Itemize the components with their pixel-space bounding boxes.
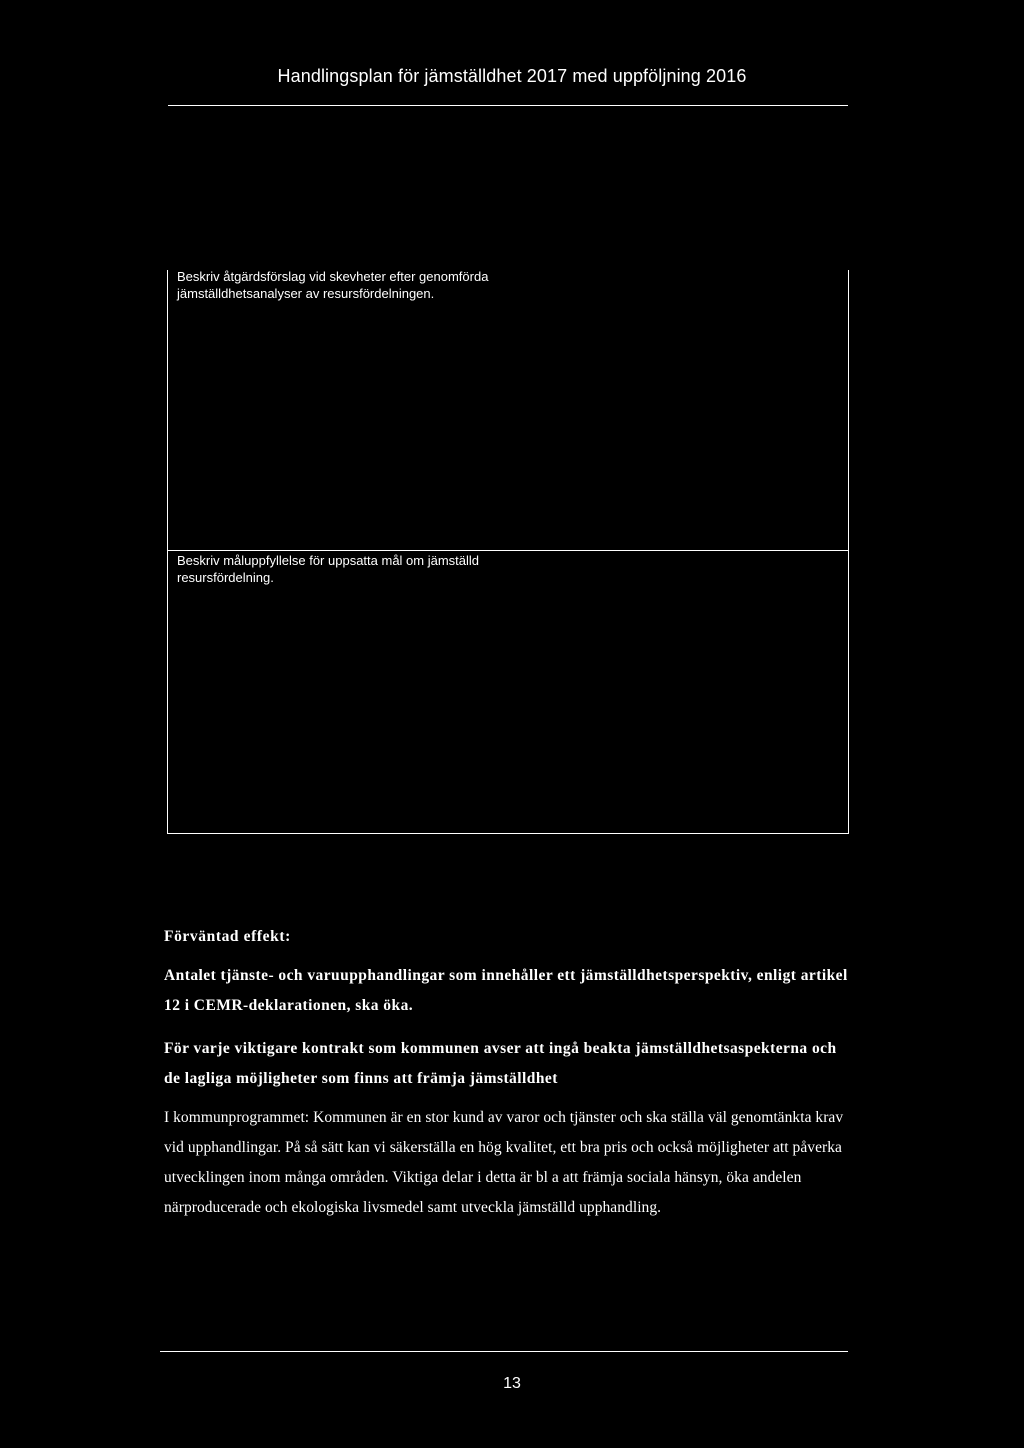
form-box-divider bbox=[168, 550, 848, 551]
paragraph-municipal-program: I kommunprogrammet: Kommunen är en stor kund av varor och tjänster och ska ställa väl genomtänkta krav vid upphandlingar. På så sätt kan vi säkerställa en hög kvalitet, ett bra pris och också möjligheter att påverka utvecklingen inom många områden. Viktiga delar i detta är bl a att främja sociala hänsyn, öka andelen närproducerade och ekologiska livsmedel samt utveckla jämställd upphandling. bbox=[164, 1109, 844, 1216]
page-number: 13 bbox=[503, 1375, 521, 1392]
field-label-measures: Beskriv åtgärdsförslag vid skevheter efter genomförda jämställdhetsanalyser av resursfördelningen. bbox=[177, 269, 489, 301]
paragraph-expected-effect: Antalet tjänste- och varuupphandlingar som innehåller ett jämställdhetsperspektiv, enligt artikel 12 i CEMR-deklarationen, ska öka. bbox=[164, 967, 848, 1014]
footer-divider bbox=[160, 1351, 848, 1352]
page-header-title: Handlingsplan för jämställdhet 2017 med uppföljning 2016 bbox=[277, 66, 747, 86]
field-label-goal-fulfillment: Beskriv måluppfyllelse för uppsatta mål om jämställd resursfördelning. bbox=[177, 553, 480, 585]
paragraph-contracts: För varje viktigare kontrakt som kommunen avser att ingå beakta jämställdhetsaspekterna och de lagliga möjligheter som finns att främja jämställdhet bbox=[164, 1040, 837, 1087]
section-heading: Förväntad effekt: bbox=[164, 928, 291, 945]
header-divider bbox=[168, 105, 848, 106]
form-box bbox=[167, 270, 849, 834]
